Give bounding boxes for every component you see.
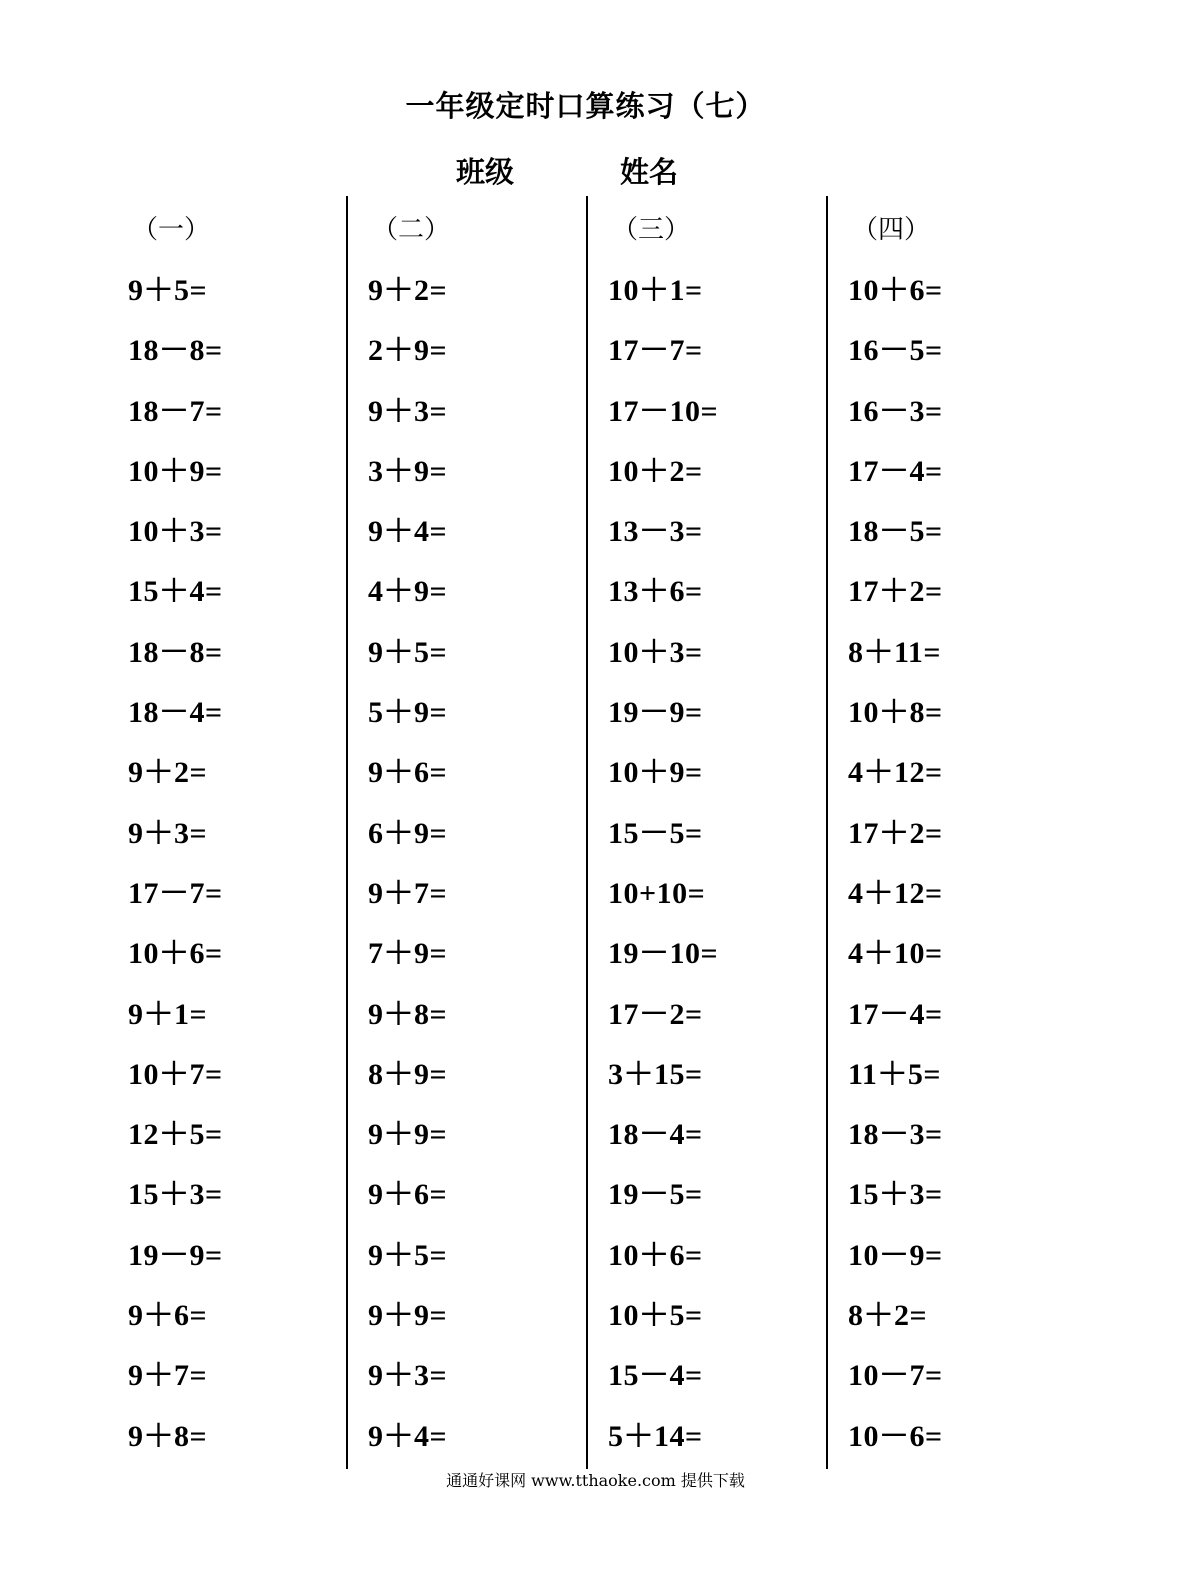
- arithmetic-problem: 10+10=: [608, 876, 706, 910]
- arithmetic-problem: 9＋5=: [368, 635, 448, 669]
- arithmetic-problem: 10＋6=: [848, 274, 943, 307]
- arithmetic-problem: 18－7=: [128, 394, 223, 428]
- arithmetic-problem: 10＋7=: [128, 1057, 223, 1091]
- arithmetic-problem: 9＋6=: [368, 1178, 448, 1212]
- arithmetic-problem: 4＋10=: [848, 937, 943, 971]
- arithmetic-problem: 19－5=: [608, 1178, 703, 1212]
- arithmetic-problem: 10＋3=: [608, 635, 703, 669]
- arithmetic-problem: 9＋3=: [368, 1359, 448, 1393]
- arithmetic-problem: 17－10=: [608, 394, 719, 428]
- column-divider: [586, 196, 588, 1469]
- arithmetic-problem: 18－4=: [608, 1118, 703, 1152]
- arithmetic-problem: 15－4=: [608, 1359, 703, 1393]
- arithmetic-problem: 3＋9=: [368, 454, 448, 488]
- arithmetic-problem: 9＋8=: [128, 1419, 208, 1453]
- arithmetic-problem: 9＋6=: [368, 756, 448, 790]
- arithmetic-problem: 12＋5=: [128, 1118, 223, 1152]
- column-header: （二）: [372, 215, 451, 245]
- arithmetic-problem: 8＋9=: [368, 1057, 448, 1091]
- arithmetic-problem: 9＋5=: [128, 274, 208, 307]
- arithmetic-problem: 9＋7=: [368, 876, 448, 910]
- arithmetic-problem: 17－7=: [608, 334, 703, 368]
- problem-column-2: [368, 210, 450, 1474]
- problem-column-4: [848, 210, 943, 1474]
- column-header: （四）: [852, 215, 931, 245]
- problem-list: [368, 268, 450, 1474]
- arithmetic-problem: 10＋8=: [848, 696, 943, 730]
- arithmetic-problem: 6＋9=: [368, 816, 448, 850]
- arithmetic-problem: 9＋2=: [368, 274, 448, 307]
- problem-list: [608, 268, 718, 1474]
- arithmetic-problem: 4＋9=: [368, 575, 448, 609]
- arithmetic-problem: 16－3=: [848, 394, 943, 428]
- arithmetic-problem: 9＋2=: [128, 756, 208, 790]
- arithmetic-problem: 10＋6=: [608, 1238, 703, 1272]
- page-title: 一年级定时口算练习（七）: [405, 89, 766, 123]
- problem-column-1: [128, 210, 223, 1474]
- arithmetic-problem: 9＋5=: [368, 1238, 448, 1272]
- arithmetic-problem: 10＋9=: [608, 756, 703, 790]
- arithmetic-problem: 8＋11=: [848, 635, 941, 669]
- arithmetic-problem: 11＋5=: [848, 1057, 941, 1091]
- arithmetic-problem: 10＋3=: [128, 515, 223, 549]
- arithmetic-problem: 3＋15=: [608, 1057, 703, 1091]
- arithmetic-problem: 2＋9=: [368, 334, 448, 368]
- arithmetic-problem: 7＋9=: [368, 937, 448, 971]
- problem-list: [848, 268, 943, 1474]
- arithmetic-problem: 15＋3=: [848, 1178, 943, 1212]
- arithmetic-problem: 9＋6=: [128, 1299, 208, 1333]
- column-header: （三）: [612, 215, 691, 245]
- problem-column-3: [608, 210, 718, 1474]
- arithmetic-problem: 9＋3=: [128, 816, 208, 850]
- arithmetic-problem: 18－8=: [128, 334, 223, 368]
- arithmetic-problem: 10＋6=: [128, 937, 223, 971]
- column-divider: [826, 196, 828, 1469]
- arithmetic-problem: 13＋6=: [608, 575, 703, 609]
- arithmetic-problem: 17－4=: [848, 454, 943, 488]
- footer-credit: 通通好课网 www.tthaoke.com 提供下载: [446, 1471, 745, 1490]
- arithmetic-problem: 19－9=: [608, 696, 703, 730]
- arithmetic-problem: 10＋5=: [608, 1299, 703, 1333]
- arithmetic-problem: 10＋1=: [608, 274, 703, 307]
- arithmetic-problem: 9＋8=: [368, 997, 448, 1031]
- arithmetic-problem: 17－4=: [848, 997, 943, 1031]
- arithmetic-problem: 9＋7=: [128, 1359, 208, 1393]
- arithmetic-problem: 18－5=: [848, 515, 943, 549]
- arithmetic-problem: 19－10=: [608, 937, 719, 971]
- arithmetic-problem: 15＋4=: [128, 575, 223, 609]
- arithmetic-problem: 9＋9=: [368, 1118, 448, 1152]
- arithmetic-problem: 4＋12=: [848, 756, 943, 790]
- arithmetic-problem: 9＋4=: [368, 1419, 448, 1453]
- arithmetic-problem: 9＋4=: [368, 515, 448, 549]
- arithmetic-problem: 9＋1=: [128, 997, 208, 1031]
- arithmetic-problem: 9＋9=: [368, 1299, 448, 1333]
- arithmetic-problem: 10－7=: [848, 1359, 943, 1393]
- arithmetic-problem: 18－3=: [848, 1118, 943, 1152]
- arithmetic-problem: 10＋9=: [128, 454, 223, 488]
- arithmetic-problem: 17－7=: [128, 876, 223, 910]
- column-divider: [346, 196, 348, 1469]
- arithmetic-problem: 17＋2=: [848, 816, 943, 850]
- arithmetic-problem: 5＋9=: [368, 696, 448, 730]
- column-header: （一）: [132, 215, 211, 245]
- arithmetic-problem: 10－6=: [848, 1419, 943, 1453]
- problem-list: [128, 268, 223, 1474]
- arithmetic-problem: 9＋3=: [368, 394, 448, 428]
- arithmetic-problem: 17－2=: [608, 997, 703, 1031]
- name-label: 姓名: [620, 155, 679, 189]
- arithmetic-problem: 8＋2=: [848, 1299, 928, 1333]
- arithmetic-problem: 17＋2=: [848, 575, 943, 609]
- arithmetic-problem: 15－5=: [608, 816, 703, 850]
- arithmetic-problem: 10＋2=: [608, 454, 703, 488]
- arithmetic-problem: 15＋3=: [128, 1178, 223, 1212]
- arithmetic-problem: 18－8=: [128, 635, 223, 669]
- arithmetic-problem: 16－5=: [848, 334, 943, 368]
- arithmetic-problem: 19－9=: [128, 1238, 223, 1272]
- arithmetic-problem: 13－3=: [608, 515, 703, 549]
- arithmetic-problem: 10－9=: [848, 1238, 943, 1272]
- arithmetic-problem: 4＋12=: [848, 876, 943, 910]
- class-label: 班级: [456, 155, 515, 189]
- arithmetic-problem: 18－4=: [128, 696, 223, 730]
- arithmetic-problem: 5＋14=: [608, 1419, 703, 1453]
